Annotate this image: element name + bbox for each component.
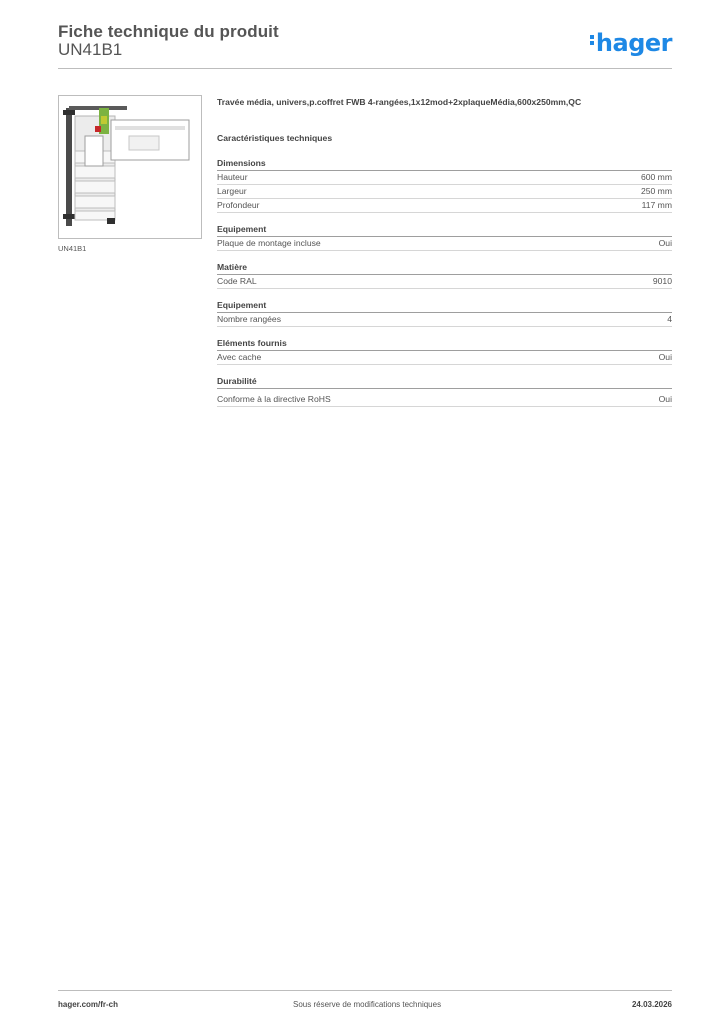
spec-row [217,351,672,365]
page-title: Fiche technique du produit [58,22,279,41]
spec-label: Largeur [217,186,247,196]
section-title: Caractéristiques techniques [217,133,333,143]
spec-value: 117 mm [641,200,672,210]
hager-logo [590,29,672,57]
spec-label: Nombre rangées [217,314,282,324]
logo-text: hager [595,29,672,57]
product-image [58,95,202,239]
spec-row [217,313,672,327]
spec-row [217,237,672,251]
spec-group-title: Matière [217,261,672,275]
spec-label: Profondeur [217,200,260,210]
page-header [58,20,672,69]
logo-dots-icon [590,33,594,47]
spec-value: Oui [658,394,672,404]
spec-value: 250 mm [640,186,672,196]
spec-group [217,261,672,289]
spec-label: Avec cache [217,352,262,362]
product-photo-icon [59,96,201,238]
page-footer [58,990,672,1011]
spec-value: Oui [658,238,672,248]
spec-group-title: Eléments fournis [217,337,672,351]
spec-group [217,223,672,251]
spec-group [217,337,672,365]
spec-label: Code RAL [217,276,257,286]
spec-group-title: Durabilité [217,375,672,389]
spec-label: Plaque de montage incluse [217,238,321,248]
spec-value: Oui [658,352,672,362]
spec-row [217,199,672,213]
footer-disclaimer: Sous réserve de modifications techniques [293,1000,442,1009]
spec-row [217,185,672,199]
spec-label: Hauteur [217,172,248,182]
spec-row [217,393,672,407]
spec-label: Conforme à la directive RoHS [217,394,331,404]
footer-date: 24.03.2026 [631,1000,672,1009]
spec-group-title: Equipement [217,223,672,237]
spec-group-title: Equipement [217,299,672,313]
spec-row [217,171,672,185]
spec-row [217,275,672,289]
footer-website: hager.com/fr-ch [58,1000,119,1009]
product-details [217,95,672,407]
spec-value: 9010 [652,276,672,286]
spec-group [217,299,672,327]
product-code: UN41B1 [58,40,123,59]
product-image-caption: UN41B1 [58,244,87,253]
spec-group [217,157,672,213]
spec-group [217,375,672,407]
spec-value: 4 [667,314,672,324]
spec-value: 600 mm [640,172,672,182]
product-description: Travée média, univers,p.coffret FWB 4-rangées,1x12mod+2xplaqueMédia,600x250mm,QC [217,97,582,107]
spec-group-title: Dimensions [217,157,672,171]
